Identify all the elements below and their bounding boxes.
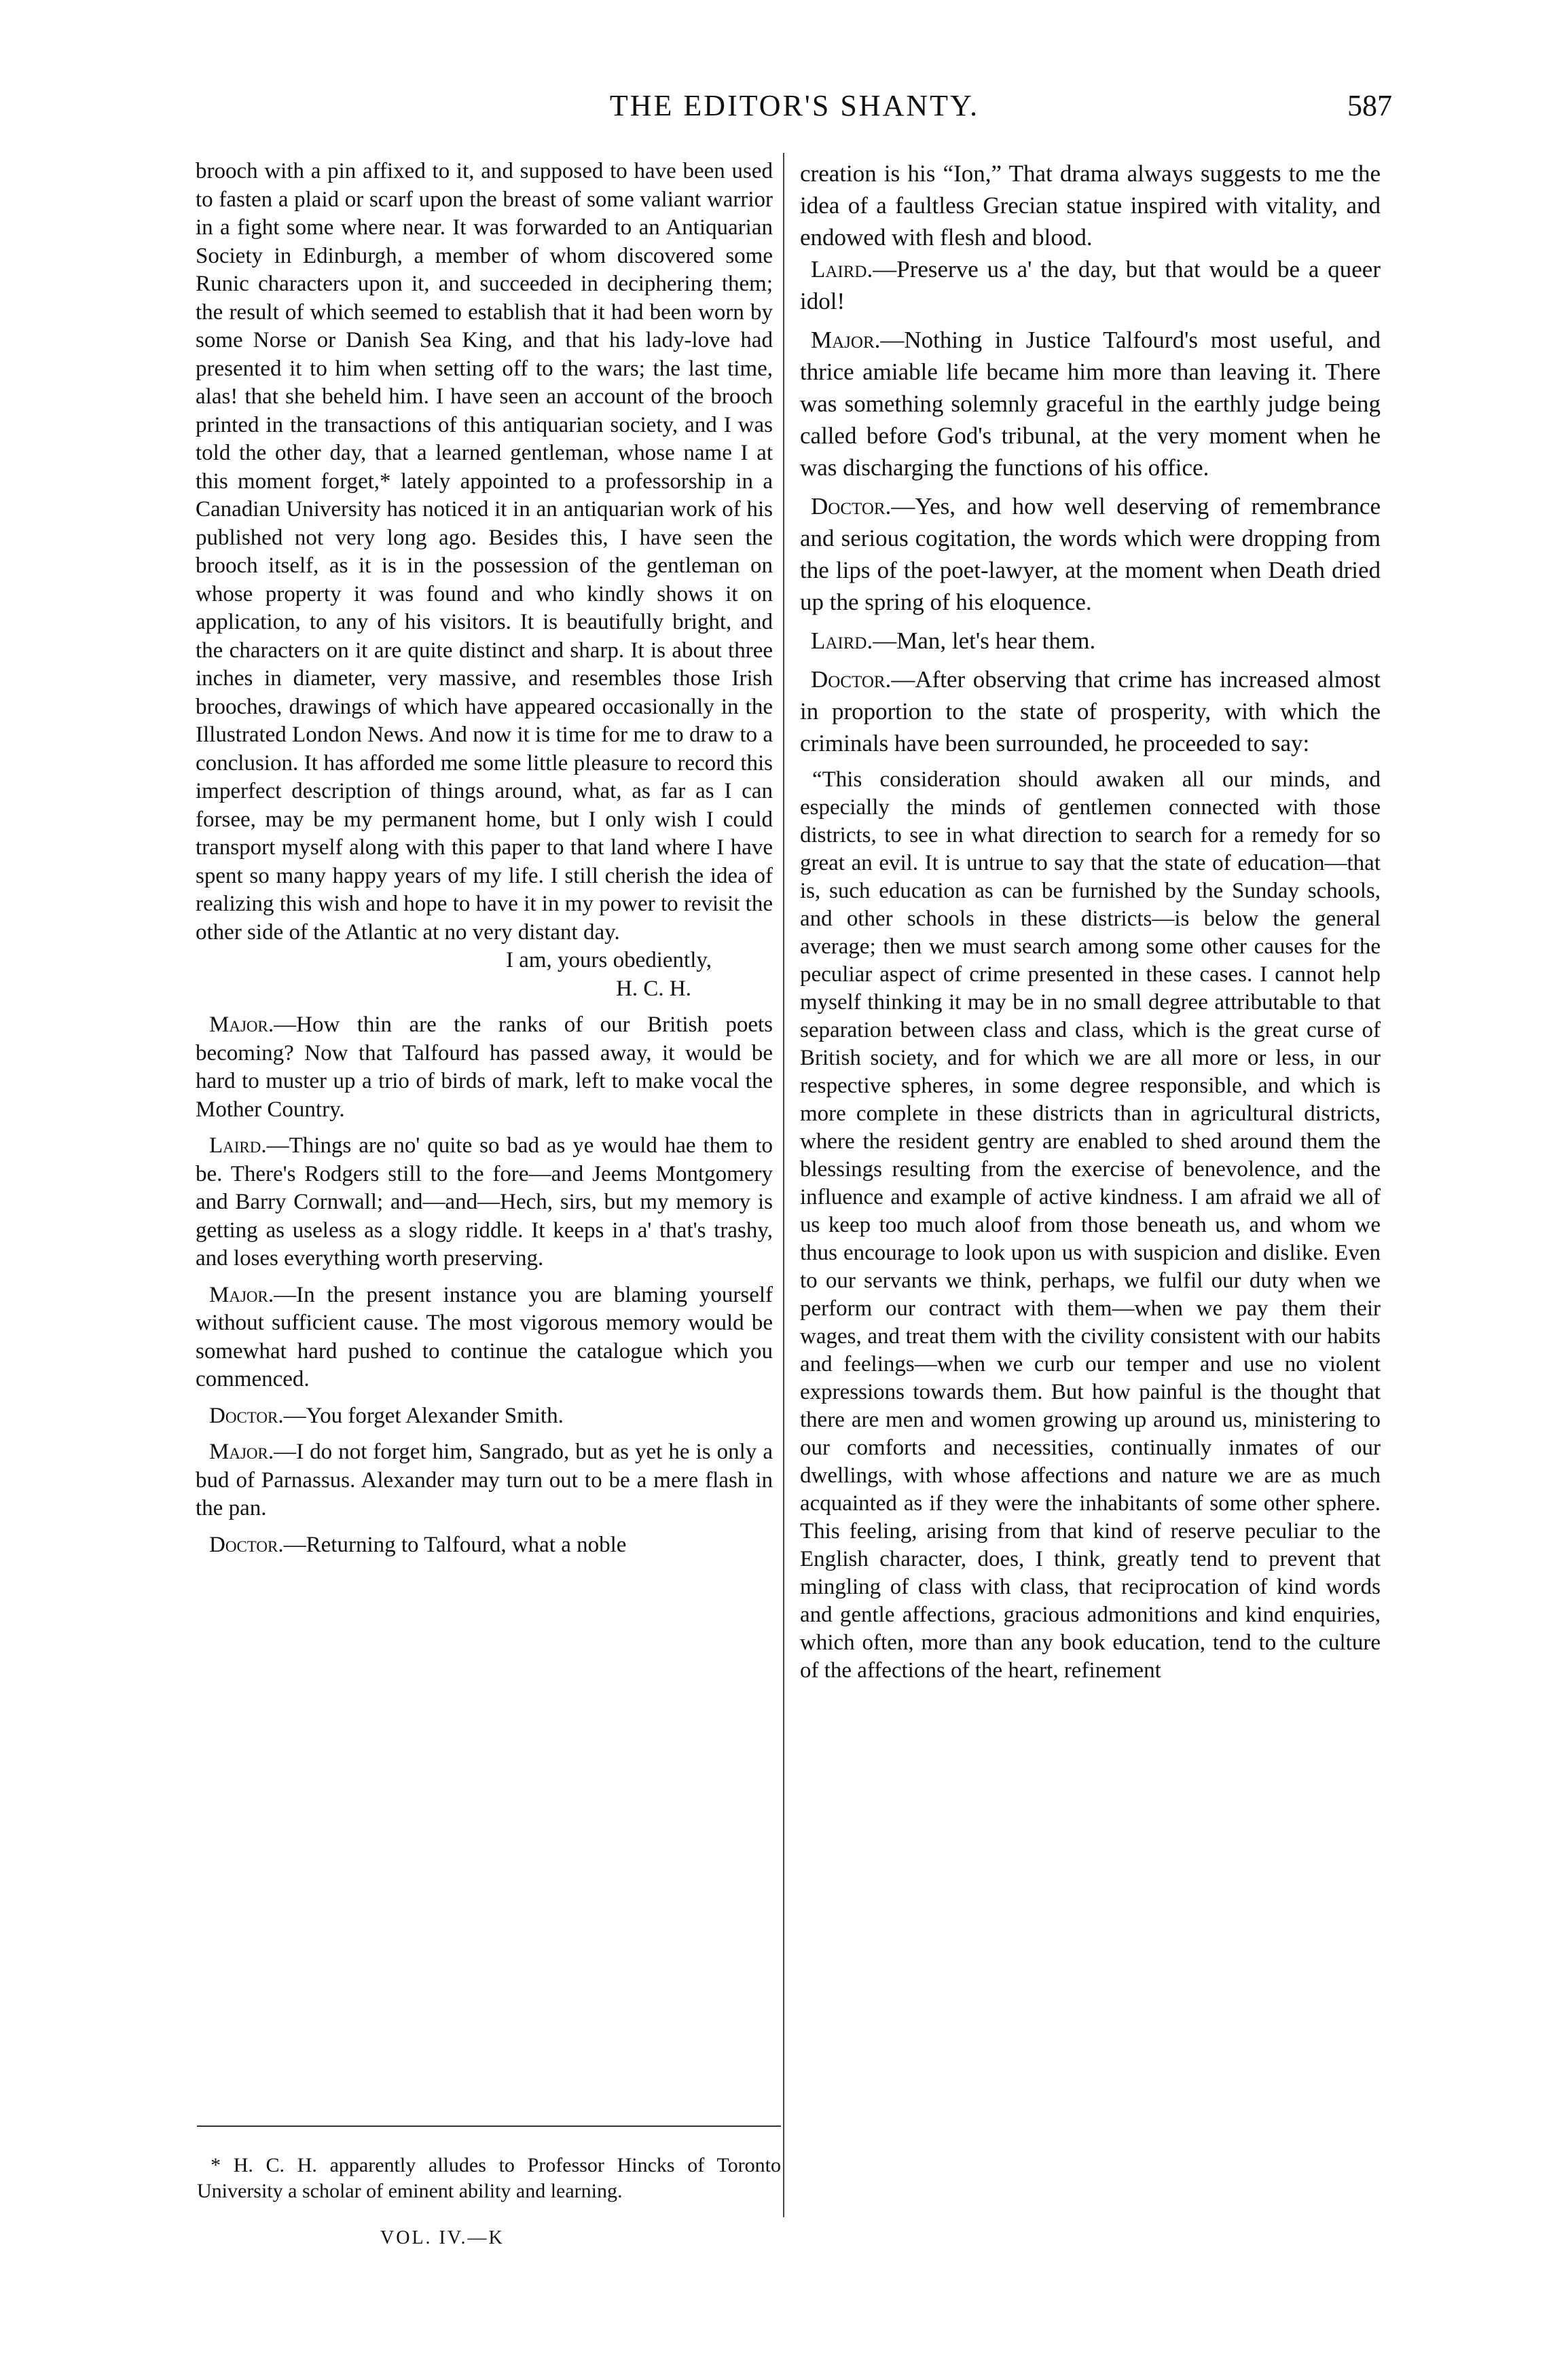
speech-laird-2 — [800, 253, 1381, 317]
letter-initials: H. C. H. — [616, 976, 691, 1001]
speech-text: —In the present instance you are blaming yourself without sufficient cause. The most vigorous memory would be somewhat hard pushed to continue the catalogue which you commenced. — [196, 1282, 773, 1391]
running-title: THE EDITOR'S SHANTY. — [609, 89, 980, 122]
continued-speech: creation is his “Ion,” That drama always suggests to me the idea of a faultless Grecian statue inspired with vitality, and endowed with flesh and blood. — [800, 160, 1381, 251]
speaker-label: Laird. — [811, 256, 873, 282]
letter-closing: I am, yours obediently, — [505, 948, 712, 972]
speaker-label: Major. — [209, 1440, 274, 1464]
letter-paragraph: brooch with a pin affixed to it, and supposed to have been used to fasten a plaid or scarf upon the breast of some valiant warrior in a fight some where near. It was forwarded to an Antiquarian Society in Edinburgh, a member of whom discovered some Runic characters upon it, and succeeded in deciphering them; the result of which seemed to establish that it had been worn by some Norse or Danish Sea King, and that his lady-love had presented it to him when setting off to the wars; the last time, alas! that she beheld him. I have seen an account of the brooch printed in the transactions of this antiquarian society, and I was told the other day, that a learned gentleman, whose name I at this moment forget,* lately appointed to a professorship in a Canadian University has noticed it in an antiquarian work of his published not very long ago. Besides this, I have seen the brooch itself, as it is in the possession of the gentleman on whose property it was found and who kindly shows it on application, to any of his visitors. It is beautifully bright, and the characters on it are quite distinct and sharp. It is about three inches in diameter, very massive, and resembles those Irish brooches, drawings of which have appeared occasionally in the Illustrated London News. And now it is time for me to draw to a conclusion. It has afforded me some little pleasure to record this imperfect description of things around, what, as far as I can forsee, may be my permanent home, but I only wish I could transport myself along with this paper to that land where I have spent so many happy years of my life. I still cherish the idea of realizing this wish and hope to have it in my power to revisit the other side of the Atlantic at no very distant day. — [196, 159, 773, 945]
speech-doctor-2 — [196, 1531, 773, 1560]
speaker-label: Major. — [209, 1282, 274, 1307]
speaker-label: Doctor. — [811, 666, 892, 693]
speech-text: —Nothing in Justice Talfourd's most useful, and thrice amiable life became him more than leaving it. There was something solemnly graceful in the earthly judge being called before God's tribunal, at the very moment when he was discharging the functions of his office. — [800, 327, 1381, 481]
speech-text: —Yes, and how well deserving of remembrance and serious cogitation, the words which were dropping from the lips of the poet-lawyer, at the moment when Death dried up the spring of his eloquence. — [800, 493, 1381, 615]
speech-laird-3 — [800, 625, 1381, 657]
speech-doctor-4 — [800, 663, 1381, 759]
speaker-label: Laird. — [811, 627, 873, 654]
speech-doctor-1 — [196, 1402, 773, 1431]
column-divider — [783, 153, 784, 2217]
speech-text: —You forget Alexander Smith. — [283, 1403, 564, 1428]
speech-major-1 — [196, 1011, 773, 1124]
page-number: 587 — [1347, 89, 1392, 122]
speech-major-3 — [196, 1438, 773, 1523]
speaker-label: Major. — [811, 327, 881, 353]
speech-laird-1 — [196, 1132, 773, 1273]
speaker-label: Doctor. — [209, 1403, 284, 1428]
footnote: * H. C. H. apparently alludes to Professor Hincks of Toronto University a scholar of eminent ability and learning. — [197, 2154, 781, 2202]
running-head — [197, 88, 1392, 136]
speaker-label: Laird. — [209, 1133, 267, 1158]
footnote-rule — [197, 2125, 781, 2127]
speech-text: —I do not forget him, Sangrado, but as yet he is only a bud of Parnassus. Alexander may turn out to be a mere flash in the pan. — [196, 1440, 773, 1520]
speech-text: —Things are no' quite so bad as ye would hae them to be. There's Rodgers still to the fore—and Jeems Montgomery and Barry Cornwall; and—and—Hech, sirs, but my memory is getting as useless as a slogy riddle. It keeps in a' that's trashy, and loses everything worth preserving. — [196, 1133, 773, 1271]
speech-major-2 — [196, 1281, 773, 1394]
talfourd-quotation: “This consideration should awaken all our minds, and especially the minds of gentlemen connected with those districts, to see in what direction to search for a remedy for so great an evil. It is untrue to say that the state of education—that is, such education as can be furnished by the Sunday schools, and other schools in these districts—is below the general average; then we must search among some other causes for the peculiar aspect of crime presented in these cases. I cannot help myself thinking it may be in no small degree attributable to that separation between class and class, which is the great curse of British society, and for which we are all more or less, in our respective spheres, in some degree responsible, and which is more complete in these districts than in agricultural districts, where the resident gentry are enabled to shed around them the blessings resulting from the exercise of benevolence, and the influence and example of active kindness. I am afraid we all of us keep too much aloof from those beneath us, and whom we thus encourage to look upon us with suspicion and dislike. Even to our servants we think, perhaps, we fulfil our duty when we perform our contract with them—when we pay them their wages, and treat them with the civility consistent with our habits and feelings—when we curb our temper and use no violent expressions towards them. But how painful is the thought that there are men and women growing up around us, ministering to our comforts and necessities, continually inmates of our dwellings, with whose affections and nature we are as much acquainted as if they were the inhabitants of some other sphere. This feeling, arising from that kind of reserve peculiar to the English character, does, I think, greatly tend to prevent that mingling of class with class, that reciprocation of kind words and gentle affections, gracious admonitions and kind enquiries, which often, more than any book education, tend to the culture of the affections of the heart, refinement — [800, 767, 1381, 1683]
speech-text: —After observing that crime has increased almost in proportion to the state of prosperity, with which the criminals have been surrounded, he proceeded to say: — [800, 666, 1381, 756]
speech-text: —How thin are the ranks of our British poets becoming? Now that Talfourd has passed away, it would be hard to muster up a trio of birds of mark, left to make vocal the Mother Country. — [196, 1012, 773, 1122]
speech-text: —Preserve us a' the day, but that would be a queer idol! — [800, 256, 1381, 314]
speaker-label: Major. — [209, 1012, 274, 1037]
signature-mark: VOL. IV.—K — [380, 2227, 505, 2248]
speech-major-4 — [800, 324, 1381, 483]
speaker-label: Doctor. — [209, 1532, 284, 1557]
right-column — [800, 158, 1381, 1685]
speech-text: —Man, let's hear them. — [873, 627, 1096, 654]
speech-doctor-3 — [800, 490, 1381, 618]
speaker-label: Doctor. — [811, 493, 892, 519]
left-column — [196, 158, 773, 1559]
speech-text: —Returning to Talfourd, what a noble — [283, 1532, 627, 1557]
